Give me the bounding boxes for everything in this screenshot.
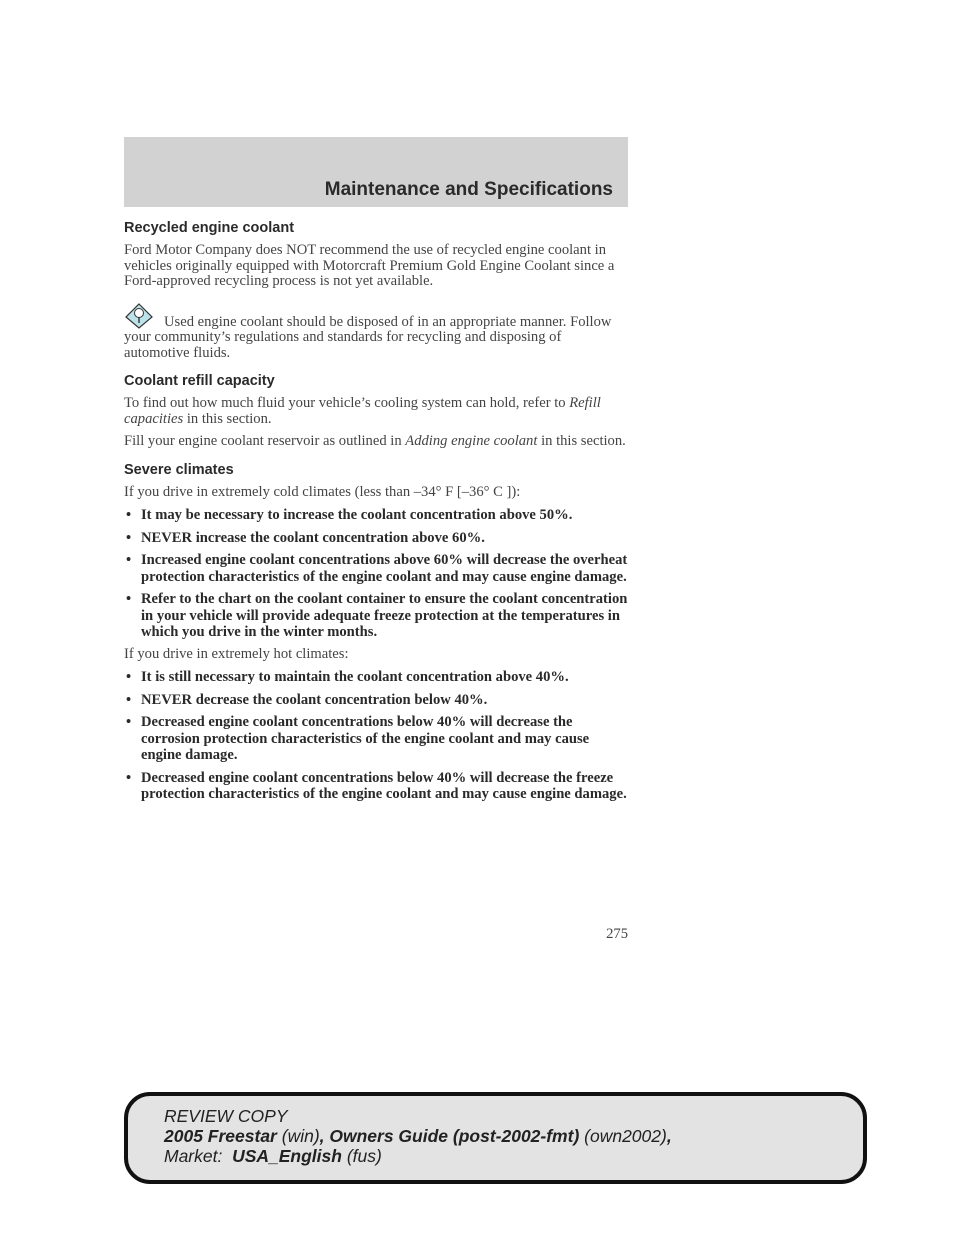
footer-guide-code: (own2002) — [579, 1126, 667, 1146]
bullet: • — [126, 529, 132, 546]
footer-model-code: (win) — [276, 1126, 320, 1146]
heading-refill-capacity: Coolant refill capacity — [124, 373, 275, 389]
list-item-text: Decreased engine coolant concentrations below 40% will decrease the corrosion protection characteristics of the engine coolant and may cause engine damage. — [141, 714, 590, 763]
paragraph-fill-reservoir — [124, 434, 628, 450]
refill-text-a: To find out how much fluid your vehicle’s cooling system can hold, refer to — [124, 395, 570, 411]
cold-climate-list — [124, 507, 628, 641]
list-item-text: Increased engine coolant concentrations above 60% will decrease the overheat protection characteristics of the engine coolant and may cause engine damage. — [141, 552, 628, 585]
paragraph-refill-capacity — [124, 396, 628, 427]
bullet: • — [126, 669, 132, 685]
heading-severe-climates: Severe climates — [124, 461, 234, 478]
footer-comma: , — [666, 1126, 672, 1146]
list-item-text: NEVER decrease the coolant concentration below 40%. — [141, 691, 488, 708]
heading-recycled-coolant: Recycled engine coolant — [124, 220, 295, 236]
section-title: Maintenance and Specifications — [324, 179, 613, 200]
fill-text-b: in this section. — [537, 433, 626, 449]
paragraph-recycled-coolant: Ford Motor Company does NOT recommend the use of recycled engine coolant in vehicles originally equipped with Motorcraft Premium Gold Engine Coolant since a Ford-approved recycling process is not yet available. — [124, 242, 615, 289]
recycle-tree-icon — [124, 302, 154, 330]
page-number: 275 — [606, 926, 628, 942]
list-item — [124, 591, 628, 641]
list-item-text: Refer to the chart on the coolant container to ensure the coolant concentration in your vehicle will provide adequate freeze protection at the temperatures in which you drive in the winter months. — [141, 591, 628, 640]
list-item — [124, 692, 628, 709]
bullet: • — [126, 769, 132, 786]
list-item-text: It may be necessary to increase the coolant concentration above 50%. — [141, 507, 573, 523]
bullet: • — [126, 714, 132, 730]
list-item — [124, 530, 628, 547]
link-refill-capacities: Refill capacities — [124, 395, 601, 427]
list-item — [124, 507, 628, 524]
review-footer — [124, 1092, 867, 1184]
footer-market-label: Market: — [164, 1146, 233, 1166]
review-copy-label: REVIEW COPY — [164, 1106, 288, 1126]
paragraph-hot-intro: If you drive in extremely hot climates: — [124, 645, 349, 662]
fill-text-a: Fill your engine coolant reservoir as outlined in — [124, 433, 406, 449]
list-item-text: It is still necessary to maintain the coolant concentration above 40%. — [141, 669, 569, 685]
footer-guide: , Owners Guide (post-2002-fmt) — [319, 1126, 580, 1146]
bullet: • — [126, 552, 132, 568]
list-item-text: NEVER increase the coolant concentration above 60%. — [141, 529, 485, 546]
footer-market-code: (fus) — [341, 1146, 382, 1166]
footer-market-line — [164, 1146, 672, 1166]
section-header-band — [124, 137, 628, 207]
paragraph-disposal — [124, 302, 628, 362]
footer-model: 2005 Freestar — [164, 1126, 277, 1146]
list-item — [124, 552, 628, 585]
bullet: • — [126, 591, 132, 607]
disposal-text: Used engine coolant should be disposed of in an appropriate manner. Follow your community’s regulations and standards for recycling and disposing of automotive fluids. — [124, 313, 612, 361]
list-item — [124, 714, 628, 764]
list-item — [124, 770, 628, 803]
hot-climate-list — [124, 669, 628, 803]
page-content — [124, 220, 628, 809]
footer-text — [164, 1106, 672, 1166]
list-item-text: Decreased engine coolant concentrations below 40% will decrease the freeze protection characteristics of the engine coolant and may cause engine damage. — [141, 769, 627, 802]
bullet: • — [126, 507, 132, 523]
footer-document-line — [164, 1126, 672, 1146]
list-item — [124, 669, 628, 686]
refill-text-b: in this section. — [183, 410, 272, 427]
paragraph-cold-intro: If you drive in extremely cold climates (less than –34° F [–36° C ]): — [124, 483, 521, 500]
link-adding-coolant: Adding engine coolant — [405, 433, 538, 449]
bullet: • — [126, 691, 132, 708]
footer-market: USA_English — [232, 1146, 342, 1166]
